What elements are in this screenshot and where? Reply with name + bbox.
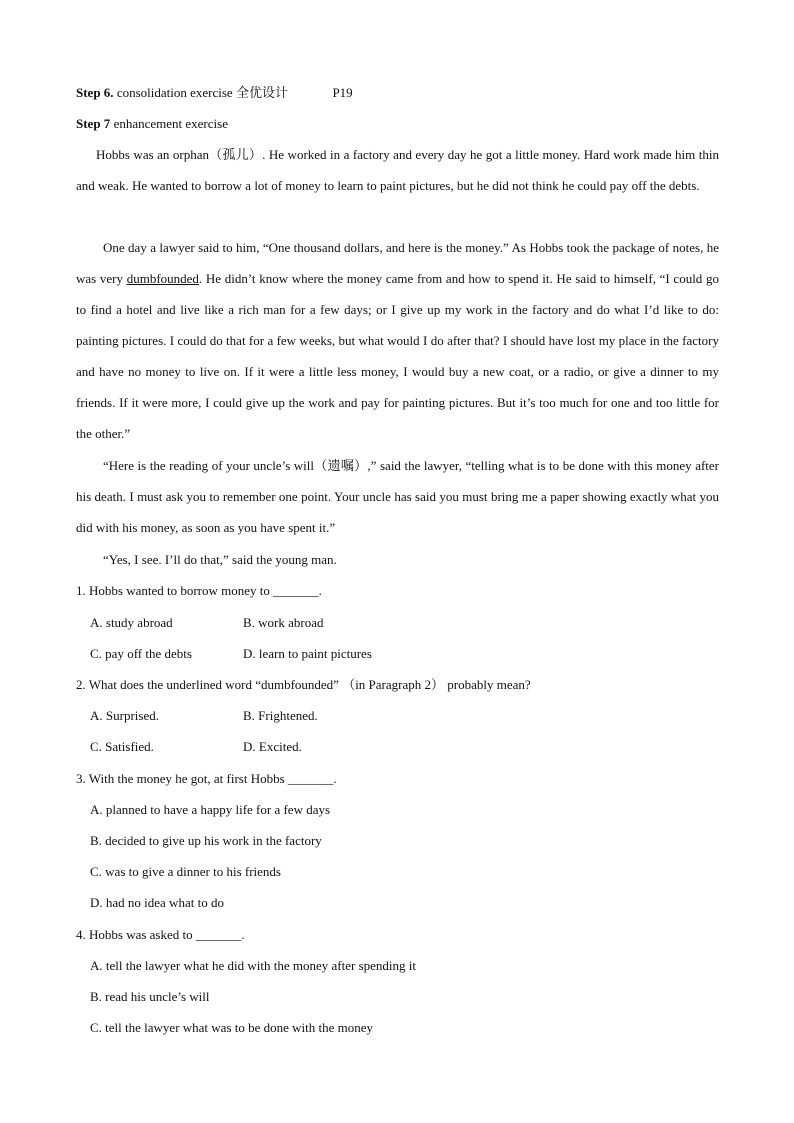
question-3-option-b: B. decided to give up his work in the factory (90, 833, 322, 848)
question-2-stem: 2. What does the underlined word “dumbfounded” （in Paragraph 2） probably mean? (76, 677, 531, 692)
question-3-stem: 3. With the money he got, at first Hobbs _______. (76, 771, 337, 786)
question-2-option-d: D. Excited. (243, 739, 302, 754)
step6-text: consolidation exercise 全优设计 (116, 85, 288, 100)
question-1-option-c: C. pay off the debts (90, 646, 192, 661)
passage-paragraph-4: “Yes, I see. I’ll do that,” said the young man. (103, 552, 337, 567)
question-4-stem: 4. Hobbs was asked to _______. (76, 927, 245, 942)
question-3-option-a: A. planned to have a happy life for a few days (90, 802, 331, 817)
question-3-option-c: C. was to give a dinner to his friends (90, 864, 281, 879)
underlined-word: dumbfounded (126, 271, 199, 286)
question-1-option-b: B. work abroad (243, 615, 324, 630)
question-4-option-c: C. tell the lawyer what was to be done with the money (90, 1020, 374, 1035)
question-4-option-a: A. tell the lawyer what he did with the money after spending it (90, 958, 416, 973)
question-1-stem: 1. Hobbs wanted to borrow money to _______. (76, 583, 322, 598)
step7-label: Step 7 (76, 116, 111, 131)
passage-paragraph-1: Hobbs was an orphan（孤儿）. He worked in a factory and every day he got a little money. Hard work made him thin and weak. He wanted to borrow a lot of money to learn to paint pictures, but he did not think he could pay off the debts. (76, 147, 719, 193)
passage-paragraph-2-text: One day a lawyer said to him, “One thousand dollars, and here is the money.” As Hobbs took the package of notes, he was very dumbfounded. He didn’t know where the money came from and how to spend it. He said to himself, “I could go to find a hotel and live like a rich man for a few days; or I give up my work in the factory and do what I’d like to do: painting pictures. I could do that for a few weeks, but what would I do after that? I should have lost my place in the factory and have no money to live on. If it were a little less money, I would buy a new coat, or a radio, or give a dinner to my friends. If it were more, I could give up the work and pay for painting pictures. But it’s too much for one and too little for the other.” (76, 240, 719, 441)
question-2-option-b: B. Frightened. (243, 708, 318, 723)
question-2-option-a: A. Surprised. (90, 708, 159, 723)
question-3-option-d: D. had no idea what to do (90, 895, 224, 910)
step6-heading (76, 85, 353, 101)
step7-text: enhancement exercise (113, 116, 228, 131)
passage-paragraph-3: “Here is the reading of your uncle’s will（遗嘱）,” said the lawyer, “telling what is to be done with this money after his death. I must ask you to remember one point. Your uncle has said you must bring me a paper showing exactly what you did with his money, as soon as you have spent it.” (76, 458, 719, 535)
question-4-option-b: B. read his uncle’s will (90, 989, 210, 1004)
step6-page-ref: P19 (332, 85, 353, 100)
step6-label: Step 6. (76, 85, 114, 100)
question-2-option-c: C. Satisfied. (90, 739, 154, 754)
passage-paragraph-2 (76, 232, 719, 449)
step7-heading (76, 116, 228, 132)
question-1-option-d: D. learn to paint pictures (243, 646, 372, 661)
question-1-option-a: A. study abroad (90, 615, 173, 630)
